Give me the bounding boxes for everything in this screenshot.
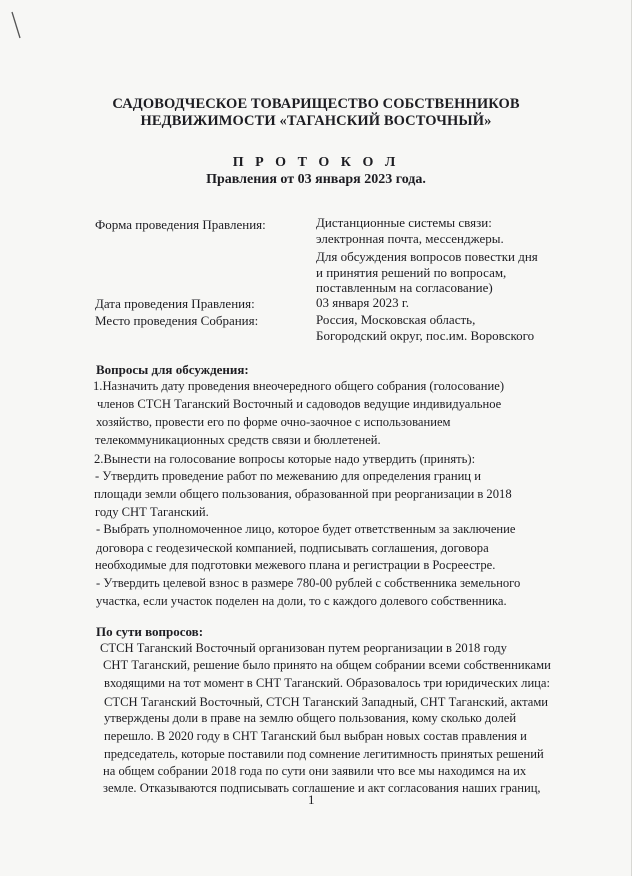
essence-line: входящими на тот момент в СНТ Таганский. Образовалось три юридических лица: — [104, 676, 551, 690]
org-title — [0, 96, 632, 130]
form-value-line: и принятия решений по вопросам, — [316, 264, 507, 280]
question-line: телекоммуникационных средств связи и бюллетеней. — [95, 433, 381, 447]
essence-line: СТСН Таганский Восточный организован путем реорганизации в 2018 году — [100, 641, 507, 655]
pen-mark — [10, 10, 24, 40]
form-value-line: Для обсуждения вопросов повестки дня — [316, 249, 538, 264]
question-line: - Выбрать уполномоченное лицо, которое будет ответственным за заключение — [96, 522, 516, 536]
question-line: договора с геодезической компанией, подписывать соглашения, договора — [96, 541, 489, 555]
essence-heading: По сути вопросов: — [96, 624, 204, 639]
essence-line: СНТ Таганский, решение было принято на общем собрании всеми собственниками — [103, 658, 551, 672]
question-line: участка, если участок поделен на доли, то с каждого долевого собственника. — [96, 594, 507, 608]
place-value-line: Богородский округ, пос.им. Воровского — [316, 327, 535, 343]
form-value-line: Дистанционные системы связи: — [316, 215, 492, 230]
form-value-line: электронная почта, мессенджеры. — [316, 230, 504, 246]
question-line: - Утвердить целевой взнос в размере 780-00 рублей с собственника земельного — [96, 576, 521, 590]
essence-line: председатель, которые поставили под сомнение легитимность принятых решений — [104, 747, 544, 761]
essence-line: перешло. В 2020 году в СНТ Таганский был выбран новых состав правления и — [104, 729, 527, 743]
place-value — [316, 312, 556, 343]
question-line: площади земли общего пользования, образованной при реорганизации в 2018 — [94, 487, 512, 501]
essence-line: на общем собрании 2018 года по сути они заявили что все мы находимся на их — [103, 764, 527, 778]
questions-heading: Вопросы для обсуждения: — [96, 362, 249, 377]
essence-line: СТСН Таганский Восточный, СТСН Таганский Западный, СНТ Таганский, актами — [104, 695, 549, 709]
date-value: 03 января 2023 г. — [316, 295, 410, 310]
question-line: году СНТ Таганский. — [95, 505, 209, 519]
essence-line: утверждены доли в праве на землю общего пользования, кому сколько долей — [104, 711, 517, 725]
essence-line: земле. Отказываются подписывать соглашение и акт согласования наших границ, — [103, 781, 541, 795]
form-value — [316, 215, 556, 296]
place-label: Место проведения Собрания: — [95, 313, 259, 328]
place-value-line: Россия, Московская область, — [316, 312, 476, 327]
question-line: хозяйство, провести его по форме очно-заочное с использованием — [96, 415, 451, 429]
org-title-line: САДОВОДЧЕСКОЕ ТОВАРИЩЕСТВО СОБСТВЕННИКОВ — [112, 96, 520, 112]
form-label: Форма проведения Правления: — [95, 217, 266, 232]
protocol-heading: П Р О Т О К О Л — [232, 155, 400, 170]
question-line: 2.Вынести на голосование вопросы которые надо утвердить (принять): — [94, 452, 476, 466]
page-number: 1 — [308, 792, 315, 807]
protocol-header — [0, 154, 632, 188]
question-line: членов СТСН Таганский Восточный и садоводов ведущие индивидуальное — [97, 397, 502, 411]
question-line: - Утвердить проведение работ по межеванию для определения границ и — [95, 469, 481, 483]
question-line: 1.Назначить дату проведения внеочередного общего собрания (голосование) — [93, 379, 505, 393]
form-value-line: поставленным на согласование) — [316, 280, 493, 295]
org-title-line: НЕДВИЖИМОСТИ «ТАГАНСКИЙ ВОСТОЧНЫЙ» — [140, 113, 492, 129]
protocol-subtitle: Правления от 03 января 2023 года. — [206, 172, 426, 187]
date-label: Дата проведения Правления: — [95, 296, 255, 311]
question-line: необходимые для подготовки межевого плана и регистрации в Росреестре. — [95, 558, 496, 572]
